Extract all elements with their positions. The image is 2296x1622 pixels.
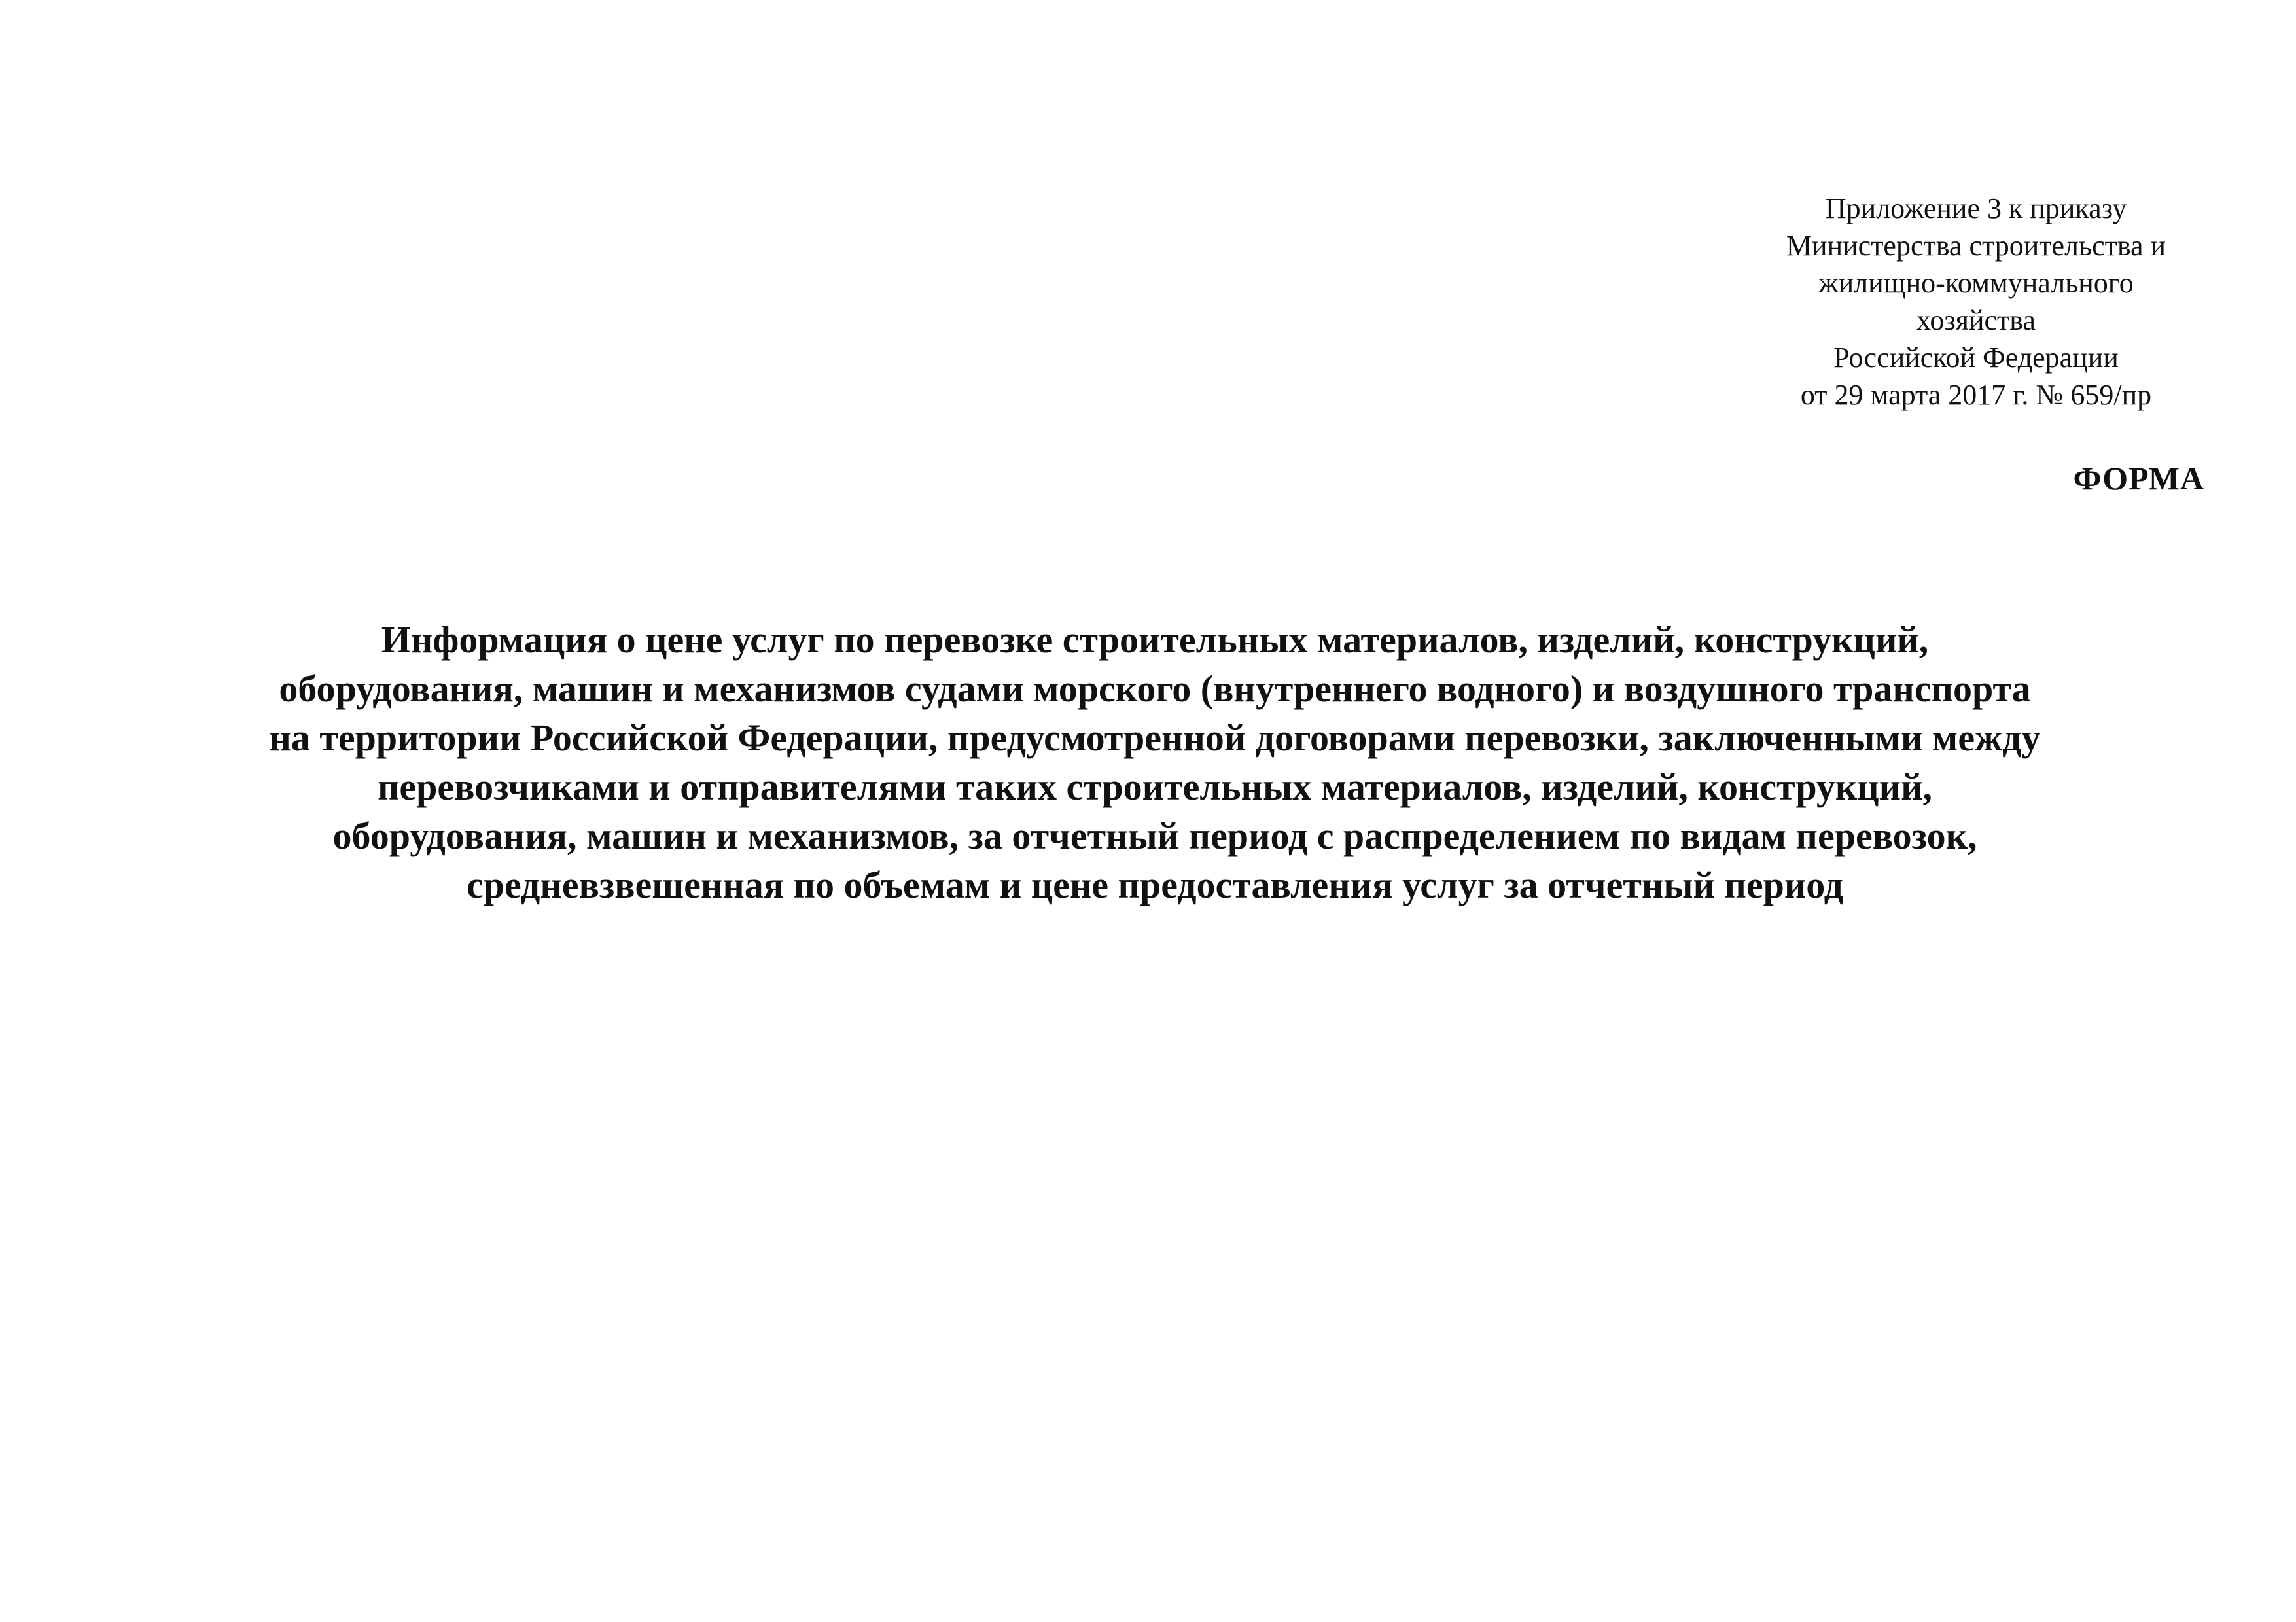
title-line: оборудования, машин и механизмов судами морского (внутреннего водного) и воздушного транспорта (279, 667, 2031, 710)
form-label: ФОРМА (2073, 460, 2204, 497)
appendix-header (1662, 190, 2290, 414)
title-line: перевозчиками и отправителями таких строительных материалов, изделий, конструкций, (377, 766, 1933, 808)
document-title (131, 615, 2179, 909)
title-line: Информация о цене услуг по перевозке строительных материалов, изделий, конструкций, (381, 618, 1929, 661)
title-line: средневзвешенная по объемам и цене предоставления услуг за отчетный период (467, 864, 1843, 906)
appendix-line: хозяйства (1916, 304, 2036, 336)
appendix-line: Российской Федерации (1833, 342, 2119, 374)
title-line: на территории Российской Федерации, предусмотренной договорами перевозки, заключенными между (269, 716, 2041, 759)
title-line: оборудования, машин и механизмов, за отчетный период с распределением по видам перевозок, (332, 815, 1977, 857)
appendix-line: Министерства строительства и (1786, 230, 2166, 262)
appendix-line: от 29 марта 2017 г. № 659/пр (1800, 379, 2152, 411)
appendix-line: жилищно-коммунального (1818, 267, 2134, 299)
appendix-line: Приложение 3 к приказу (1825, 192, 2127, 224)
